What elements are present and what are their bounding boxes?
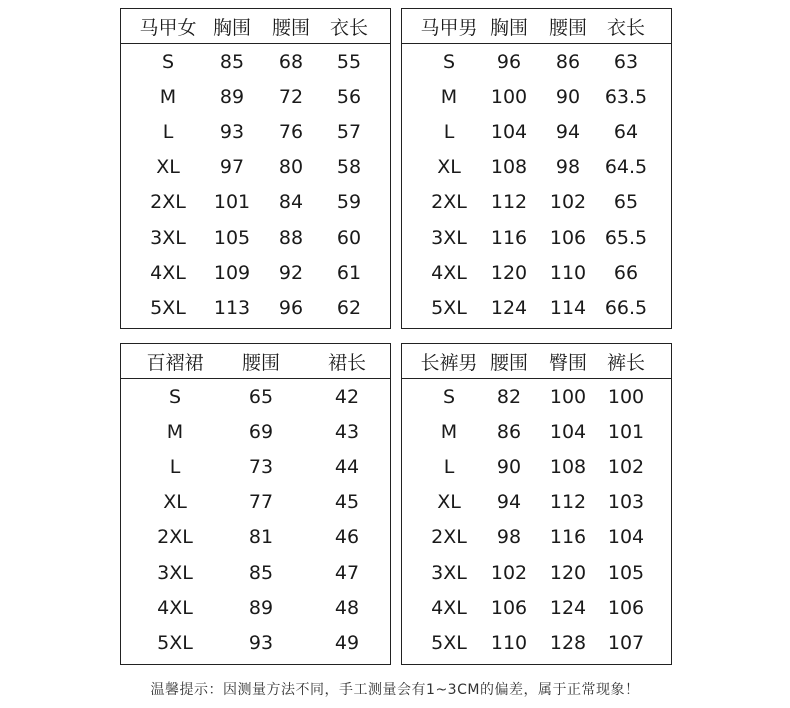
size-cell: 4XL bbox=[431, 596, 467, 619]
header-cell: 马甲女 bbox=[139, 16, 197, 39]
table-row bbox=[402, 555, 671, 590]
size-cell: L bbox=[443, 455, 455, 478]
size-cell: 3XL bbox=[150, 226, 186, 249]
size-cell: L bbox=[443, 120, 455, 143]
table-row bbox=[402, 185, 671, 220]
size-cell: 3XL bbox=[157, 561, 193, 584]
table-row bbox=[402, 79, 671, 114]
value-cell: 101 bbox=[213, 191, 251, 214]
size-cell: XL bbox=[437, 491, 461, 514]
size-cell: 2XL bbox=[157, 526, 193, 549]
size-cell: 5XL bbox=[157, 631, 193, 654]
value-cell: 69 bbox=[248, 420, 274, 443]
size-cell: 4XL bbox=[150, 261, 186, 284]
table-row bbox=[402, 255, 671, 290]
value-cell: 76 bbox=[278, 120, 304, 143]
value-cell: 47 bbox=[334, 561, 360, 584]
value-cell: 112 bbox=[549, 491, 587, 514]
value-cell: 102 bbox=[607, 455, 645, 478]
value-cell: 94 bbox=[496, 491, 522, 514]
value-cell: 90 bbox=[496, 455, 522, 478]
value-cell: 93 bbox=[219, 120, 245, 143]
size-cell: S bbox=[442, 50, 456, 73]
size-cell: 5XL bbox=[150, 296, 186, 319]
value-cell: 112 bbox=[490, 191, 528, 214]
value-cell: 77 bbox=[248, 491, 274, 514]
table-row bbox=[121, 555, 390, 590]
header-cell: 臀围 bbox=[548, 351, 587, 374]
value-cell: 60 bbox=[336, 226, 362, 249]
size-cell: 4XL bbox=[157, 596, 193, 619]
value-cell: 59 bbox=[336, 191, 362, 214]
value-cell: 68 bbox=[278, 50, 304, 73]
size-cell: 4XL bbox=[431, 261, 467, 284]
value-cell: 98 bbox=[496, 526, 522, 549]
value-cell: 63.5 bbox=[604, 85, 648, 108]
value-cell: 42 bbox=[334, 385, 360, 408]
table-row bbox=[121, 290, 390, 325]
value-cell: 105 bbox=[213, 226, 251, 249]
value-cell: 73 bbox=[248, 455, 274, 478]
header-cell: 腰围 bbox=[241, 351, 280, 374]
value-cell: 84 bbox=[278, 191, 304, 214]
value-cell: 101 bbox=[607, 420, 645, 443]
table-row bbox=[121, 485, 390, 520]
value-cell: 89 bbox=[248, 596, 274, 619]
value-cell: 94 bbox=[555, 120, 581, 143]
table-row bbox=[121, 150, 390, 185]
header-cell: 衣长 bbox=[606, 16, 645, 39]
table-row bbox=[121, 114, 390, 149]
value-cell: 44 bbox=[334, 455, 360, 478]
size-cell: XL bbox=[156, 156, 180, 179]
value-cell: 102 bbox=[490, 561, 528, 584]
value-cell: 82 bbox=[496, 385, 522, 408]
value-cell: 120 bbox=[490, 261, 528, 284]
table-row bbox=[402, 449, 671, 484]
table-row bbox=[402, 220, 671, 255]
size-cell: L bbox=[169, 455, 181, 478]
value-cell: 92 bbox=[278, 261, 304, 284]
value-cell: 56 bbox=[336, 85, 362, 108]
value-cell: 45 bbox=[334, 491, 360, 514]
table-row bbox=[121, 590, 390, 625]
value-cell: 104 bbox=[490, 120, 528, 143]
value-cell: 65 bbox=[613, 191, 639, 214]
value-cell: 108 bbox=[490, 156, 528, 179]
size-cell: XL bbox=[163, 491, 187, 514]
value-cell: 93 bbox=[248, 631, 274, 654]
header-cell: 腰围 bbox=[271, 16, 310, 39]
value-cell: 61 bbox=[336, 261, 362, 284]
table-row bbox=[121, 220, 390, 255]
size-cell: S bbox=[442, 385, 456, 408]
size-table-vest-men bbox=[401, 8, 672, 329]
value-cell: 96 bbox=[496, 50, 522, 73]
size-cell: XL bbox=[437, 156, 461, 179]
size-cell: M bbox=[440, 420, 458, 443]
value-cell: 96 bbox=[278, 296, 304, 319]
size-table-trousers-men bbox=[401, 343, 672, 665]
table-row bbox=[402, 414, 671, 449]
value-cell: 116 bbox=[549, 526, 587, 549]
value-cell: 48 bbox=[334, 596, 360, 619]
value-cell: 100 bbox=[607, 385, 645, 408]
value-cell: 120 bbox=[549, 561, 587, 584]
value-cell: 64.5 bbox=[604, 156, 648, 179]
value-cell: 107 bbox=[607, 631, 645, 654]
table-row bbox=[121, 625, 390, 660]
value-cell: 86 bbox=[496, 420, 522, 443]
table-row bbox=[402, 290, 671, 325]
size-cell: 5XL bbox=[431, 631, 467, 654]
value-cell: 65 bbox=[248, 385, 274, 408]
value-cell: 89 bbox=[219, 85, 245, 108]
size-cell: 3XL bbox=[431, 226, 467, 249]
table-header bbox=[402, 344, 671, 379]
value-cell: 55 bbox=[336, 50, 362, 73]
header-cell: 长裤男 bbox=[420, 351, 478, 374]
table-header bbox=[121, 9, 390, 44]
value-cell: 124 bbox=[549, 596, 587, 619]
value-cell: 88 bbox=[278, 226, 304, 249]
size-cell: M bbox=[166, 420, 184, 443]
value-cell: 66.5 bbox=[604, 296, 648, 319]
value-cell: 124 bbox=[490, 296, 528, 319]
value-cell: 64 bbox=[613, 120, 639, 143]
table-row bbox=[121, 79, 390, 114]
value-cell: 104 bbox=[607, 526, 645, 549]
value-cell: 72 bbox=[278, 85, 304, 108]
table-row bbox=[121, 520, 390, 555]
table-row bbox=[402, 590, 671, 625]
table-row bbox=[402, 114, 671, 149]
header-cell: 裤长 bbox=[606, 351, 645, 374]
value-cell: 103 bbox=[607, 491, 645, 514]
table-row bbox=[402, 485, 671, 520]
value-cell: 66 bbox=[613, 261, 639, 284]
header-cell: 马甲男 bbox=[420, 16, 478, 39]
header-cell: 百褶裙 bbox=[146, 351, 204, 374]
value-cell: 90 bbox=[555, 85, 581, 108]
footer-note: 温馨提示：因测量方法不同，手工测量会有1~3CM的偏差，属于正常现象！ bbox=[150, 682, 640, 698]
value-cell: 106 bbox=[607, 596, 645, 619]
size-cell: S bbox=[161, 50, 175, 73]
size-cell: 5XL bbox=[431, 296, 467, 319]
value-cell: 128 bbox=[549, 631, 587, 654]
value-cell: 110 bbox=[549, 261, 587, 284]
header-cell: 裙长 bbox=[327, 351, 366, 374]
value-cell: 98 bbox=[555, 156, 581, 179]
size-cell: S bbox=[168, 385, 182, 408]
table-row bbox=[402, 379, 671, 414]
value-cell: 85 bbox=[248, 561, 274, 584]
value-cell: 100 bbox=[490, 85, 528, 108]
value-cell: 109 bbox=[213, 261, 251, 284]
value-cell: 113 bbox=[213, 296, 251, 319]
value-cell: 81 bbox=[248, 526, 274, 549]
value-cell: 63 bbox=[613, 50, 639, 73]
size-cell: M bbox=[440, 85, 458, 108]
table-row bbox=[402, 150, 671, 185]
size-table-pleated-skirt bbox=[120, 343, 391, 665]
value-cell: 116 bbox=[490, 226, 528, 249]
table-row bbox=[121, 185, 390, 220]
value-cell: 105 bbox=[607, 561, 645, 584]
size-table-vest-women bbox=[120, 8, 391, 329]
table-row bbox=[402, 625, 671, 660]
header-cell: 腰围 bbox=[489, 351, 528, 374]
table-row bbox=[121, 255, 390, 290]
value-cell: 97 bbox=[219, 156, 245, 179]
value-cell: 80 bbox=[278, 156, 304, 179]
size-cell: 2XL bbox=[431, 191, 467, 214]
table-row bbox=[121, 44, 390, 79]
table-row bbox=[121, 449, 390, 484]
header-cell: 腰围 bbox=[548, 16, 587, 39]
value-cell: 104 bbox=[549, 420, 587, 443]
value-cell: 57 bbox=[336, 120, 362, 143]
table-row bbox=[402, 520, 671, 555]
table-header bbox=[402, 9, 671, 44]
value-cell: 46 bbox=[334, 526, 360, 549]
table-header bbox=[121, 344, 390, 379]
value-cell: 102 bbox=[549, 191, 587, 214]
value-cell: 100 bbox=[549, 385, 587, 408]
size-cell: L bbox=[162, 120, 174, 143]
value-cell: 86 bbox=[555, 50, 581, 73]
header-cell: 胸围 bbox=[212, 16, 251, 39]
table-row bbox=[121, 379, 390, 414]
value-cell: 49 bbox=[334, 631, 360, 654]
header-cell: 衣长 bbox=[329, 16, 368, 39]
value-cell: 62 bbox=[336, 296, 362, 319]
value-cell: 106 bbox=[549, 226, 587, 249]
value-cell: 108 bbox=[549, 455, 587, 478]
value-cell: 85 bbox=[219, 50, 245, 73]
size-cell: 2XL bbox=[431, 526, 467, 549]
value-cell: 43 bbox=[334, 420, 360, 443]
size-cell: 2XL bbox=[150, 191, 186, 214]
size-cell: M bbox=[159, 85, 177, 108]
table-row bbox=[121, 414, 390, 449]
value-cell: 106 bbox=[490, 596, 528, 619]
value-cell: 58 bbox=[336, 156, 362, 179]
size-cell: 3XL bbox=[431, 561, 467, 584]
header-cell: 胸围 bbox=[489, 16, 528, 39]
value-cell: 114 bbox=[549, 296, 587, 319]
value-cell: 65.5 bbox=[604, 226, 648, 249]
table-row bbox=[402, 44, 671, 79]
value-cell: 110 bbox=[490, 631, 528, 654]
